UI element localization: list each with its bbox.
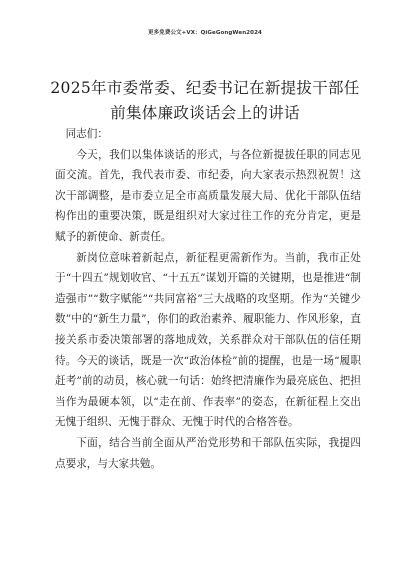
greeting: 同志们：	[65, 128, 108, 140]
paragraph-1: 今天，我们以集体谈话的形式，与各位新提拔任职的同志见面交流。首先，我代表市委、市纪委，向大家表示热烈祝贺！这次干部调整，是市委立足全市高质量发展大局、优化干部队伍结构作出的重要决策，既是组织对大家过往工作的充分肯定，更是赋予的新使命、新责任。	[55, 148, 361, 243]
paragraph-2: 新岗位意味着新起点，新征程更需新作为。当前，我市正处于“十四五”规划收官、“十五五”谋划开篇的关键期，也是推进“制造强市”“数字赋能”“共同富裕”三大战略的攻坚期。作为“关键少数”中的“新生力量”，你们的政治素养、履职能力、作风形象，直接关系市委决策部署的落地成效，关系群众对干部队伍的信任期待。今天的谈话，既是一次“政治体检”前的提醒，也是一场“履职赶考”前的动员，核心就一句话：始终把清廉作为最亮底色、把担当作为最硬本领，以“走在前、作表率”的姿态，在新征程上交出无愧于组织、无愧于群众、无愧于时代的合格答卷。	[55, 251, 361, 429]
title-line-2: 前集体廉政谈话会上的讲话	[110, 104, 300, 122]
watermark-text: 更多免费公文+VX：QiGeGongWen2024	[148, 30, 262, 36]
document-title	[40, 76, 370, 126]
paragraph-3: 下面，结合当前全面从严治党形势和干部队伍实际，我提四点要求，与大家共勉。	[55, 436, 361, 470]
title-line-1: 2025年市委常委、纪委书记在新提拔干部任	[50, 79, 360, 97]
document-body	[55, 124, 361, 474]
